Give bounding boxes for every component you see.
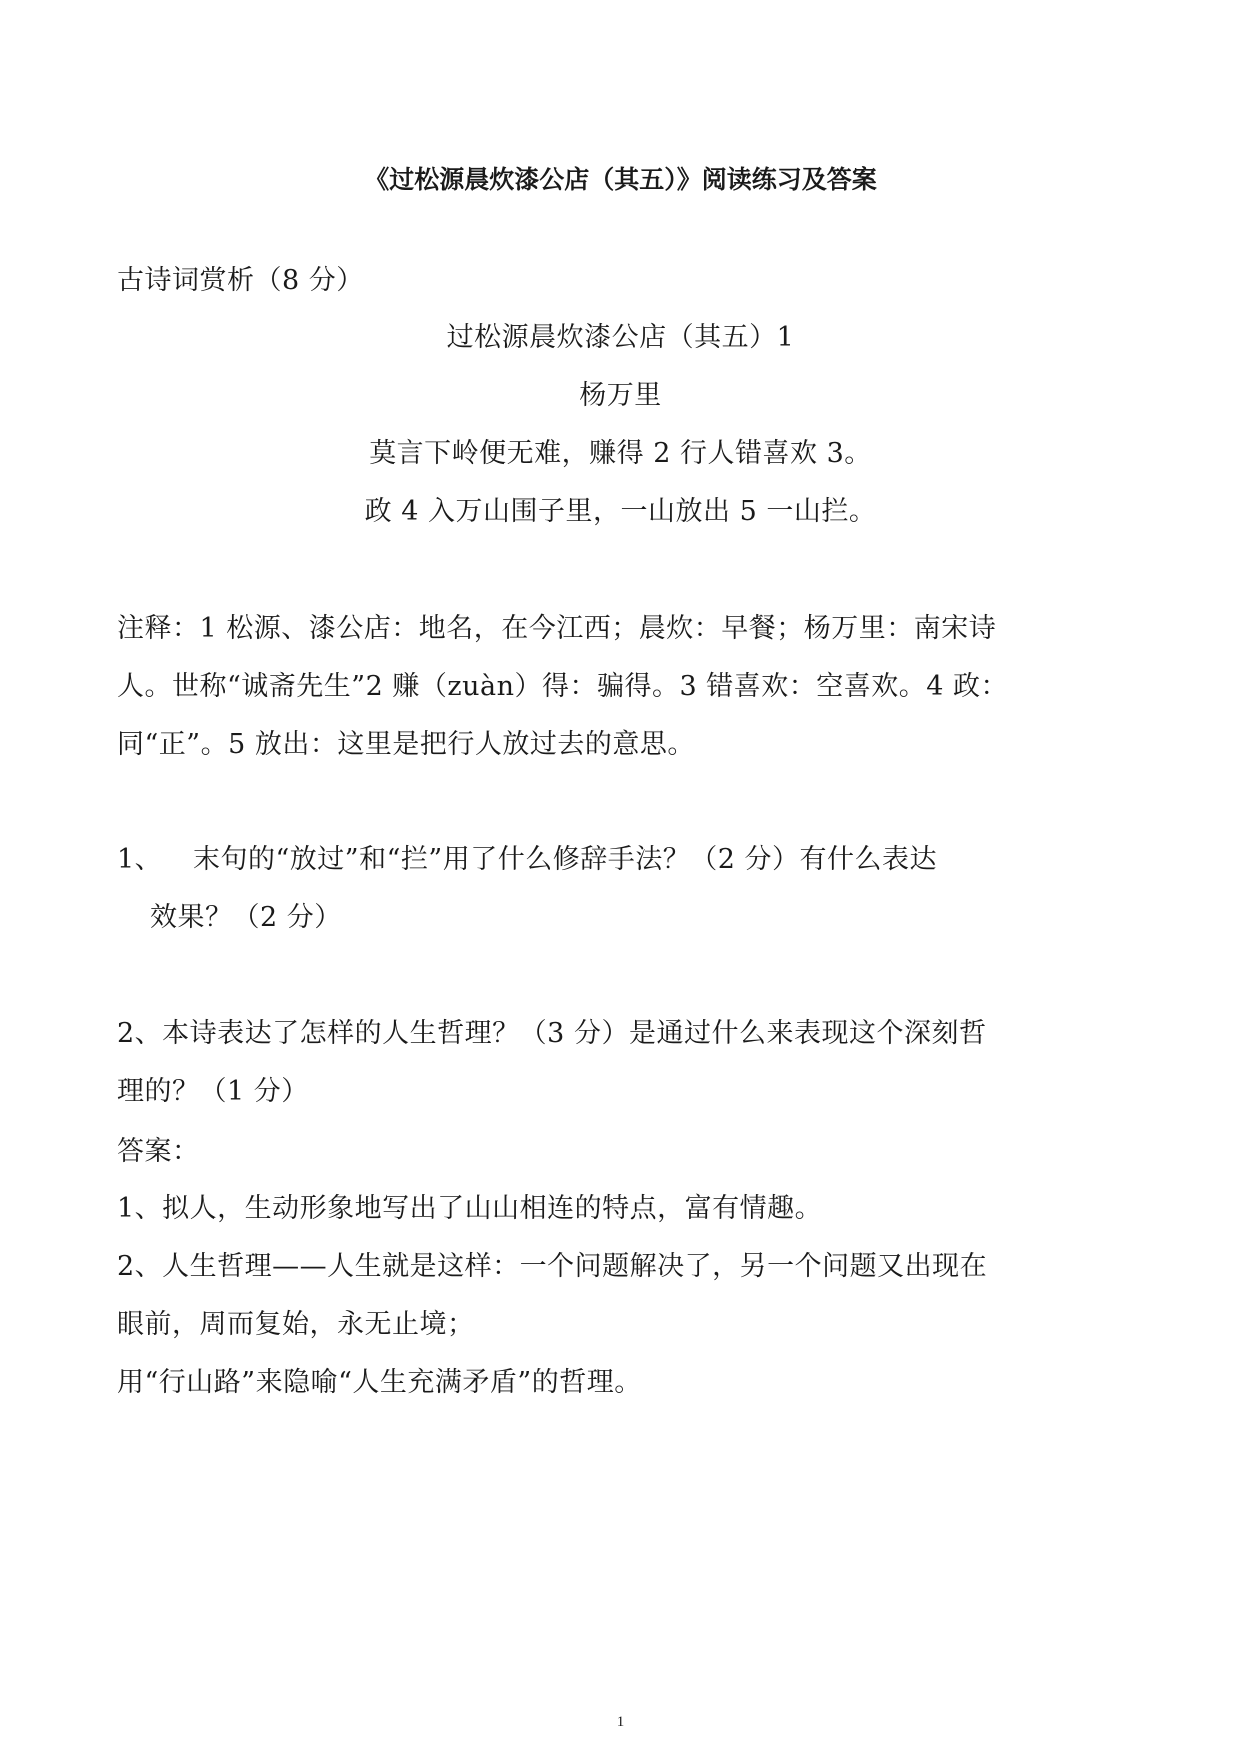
- notes-line: 同“正”。5 放出：这里是把行人放过去的意思。: [117, 729, 695, 760]
- poem-author: 杨万里: [579, 380, 662, 411]
- question-1-text: 末句的“放过”和“拦”用了什么修辞手法？（2 分）有什么表达: [193, 844, 937, 875]
- question-1-text-continued: 效果？（2 分）: [150, 902, 342, 933]
- poem-line: 莫言下岭便无难，赚得 2 行人错喜欢 3。: [369, 438, 872, 469]
- question-2-text-continued: 理的？（1 分）: [117, 1076, 309, 1107]
- poem-title: 过松源晨炊漆公店（其五）1: [446, 322, 795, 353]
- answers-label: 答案：: [117, 1136, 200, 1167]
- answer-line: 用“行山路”来隐喻“人生充满矛盾”的哲理。: [117, 1367, 642, 1398]
- page-number: 1: [616, 1714, 625, 1730]
- document-title: 《过松源晨炊漆公店（其五）》阅读练习及答案: [364, 165, 877, 194]
- poem-line: 政 4 入万山围子里，一山放出 5 一山拦。: [364, 496, 877, 527]
- question-1-number: 1、: [117, 844, 163, 875]
- answer-line: 眼前，周而复始，永无止境；: [117, 1309, 475, 1340]
- answer-line: 2、人生哲理——人生就是这样：一个问题解决了，另一个问题又出现在: [117, 1251, 988, 1282]
- notes-line: 注释：1 松源、漆公店：地名，在今江西；晨炊：早餐；杨万里：南宋诗: [117, 613, 997, 644]
- notes-line: 人。世称“诚斋先生”2 赚（zuàn）得：骗得。3 错喜欢：空喜欢。4 政：: [117, 671, 1008, 702]
- answer-line: 1、拟人，生动形象地写出了山山相连的特点，富有情趣。: [117, 1193, 823, 1224]
- question-2-text: 2、本诗表达了怎样的人生哲理？（3 分）是通过什么来表现这个深刻哲: [117, 1018, 987, 1049]
- section-heading: 古诗词赏析（8 分）: [117, 265, 364, 296]
